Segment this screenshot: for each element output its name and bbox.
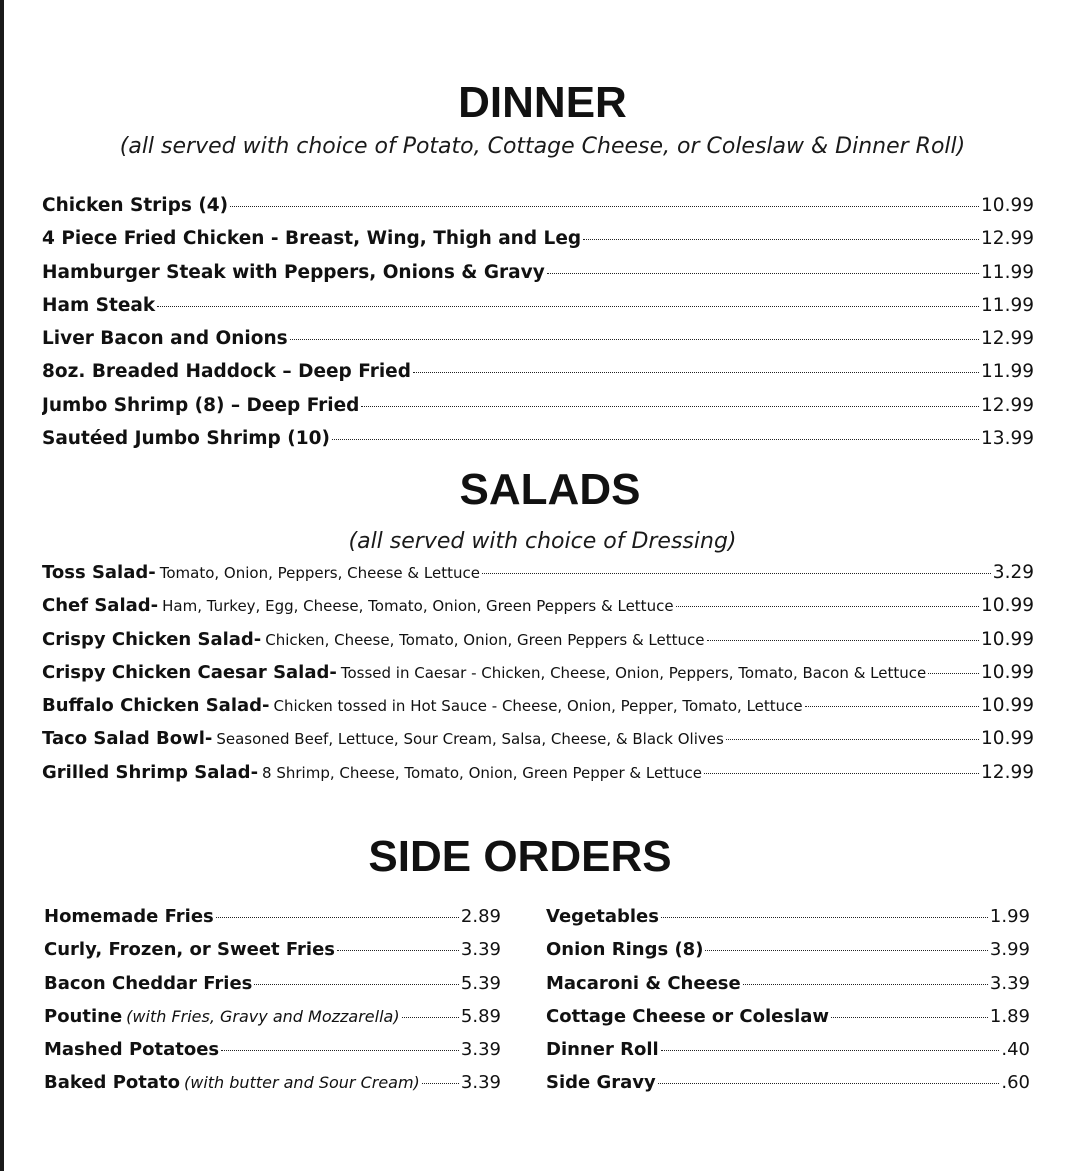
dot-leader [482, 573, 991, 574]
item-name: Onion Rings (8) [546, 939, 704, 961]
salads-item-list [42, 562, 1034, 795]
salad-item-row [42, 562, 1034, 595]
side-orders-left-list [44, 906, 501, 1106]
salads-note: (all served with choice of Dressing) [348, 529, 737, 554]
dot-leader [705, 950, 988, 951]
dot-leader [221, 1050, 459, 1051]
item-description: Tomato, Onion, Peppers, Cheese & Lettuce [159, 564, 480, 582]
item-name: Bacon Cheddar Fries [44, 972, 253, 994]
item-price: 13.99 [981, 428, 1034, 450]
item-price: 12.99 [981, 394, 1034, 416]
item-name: Crispy Chicken Caesar Salad- [42, 661, 337, 683]
salad-item-row [42, 695, 1034, 728]
item-name: Liver Bacon and Onions [42, 328, 288, 350]
dinner-item-row [42, 195, 1034, 228]
item-price: 3.29 [992, 562, 1034, 583]
item-price: 1.99 [989, 906, 1030, 927]
item-name: Chicken Strips (4) [42, 195, 229, 216]
item-price: 3.99 [989, 939, 1030, 961]
dot-leader [676, 606, 979, 607]
item-name: Grilled Shrimp Salad- [42, 761, 259, 783]
item-price: 10.99 [981, 695, 1034, 717]
item-price: 10.99 [981, 195, 1034, 216]
dot-leader [583, 239, 979, 240]
item-price: 11.99 [981, 261, 1034, 283]
item-price: 3.39 [989, 972, 1030, 994]
dot-leader [661, 917, 988, 918]
side-order-row [44, 1006, 501, 1039]
item-name: Taco Salad Bowl- [42, 728, 213, 750]
item-name: Buffalo Chicken Salad- [42, 695, 270, 717]
side-orders-title: SIDE ORDERS [368, 832, 672, 881]
item-description: Tossed in Caesar - Chicken, Cheese, Onion, Peppers, Tomato, Bacon & Lettuce [340, 663, 927, 682]
item-description: Chicken, Cheese, Tomato, Onion, Green Peppers & Lettuce [265, 630, 705, 649]
side-order-row [546, 1039, 1030, 1072]
item-description: Chicken tossed in Hot Sauce - Cheese, Onion, Pepper, Tomato, Lettuce [273, 697, 803, 716]
side-order-row [44, 906, 501, 939]
item-price: 12.99 [981, 761, 1034, 783]
item-name: Hamburger Steak with Peppers, Onions & Gravy [42, 261, 545, 283]
dinner-item-row [42, 228, 1034, 261]
dot-leader [658, 1083, 1000, 1084]
side-order-row [44, 973, 501, 1006]
dot-leader [547, 273, 979, 274]
item-name: Poutine [44, 1005, 123, 1027]
dot-leader [831, 1017, 988, 1018]
dot-leader [254, 984, 459, 985]
dinner-title: DINNER [458, 78, 627, 127]
item-name: Toss Salad- [42, 562, 156, 583]
dot-leader [413, 372, 979, 373]
dot-leader [726, 739, 979, 740]
dot-leader [402, 1017, 459, 1018]
item-price: 3.39 [460, 1072, 501, 1094]
side-order-row [546, 1006, 1030, 1039]
dinner-item-row [42, 262, 1034, 295]
item-price: 1.89 [989, 1005, 1030, 1027]
dinner-note: (all served with choice of Potato, Cottage Cheese, or Coleslaw & Dinner Roll) [119, 134, 966, 159]
item-price: 10.99 [981, 661, 1034, 683]
item-name: Curly, Frozen, or Sweet Fries [44, 939, 336, 961]
item-price: 3.39 [460, 1039, 501, 1061]
item-price: 5.89 [460, 1005, 501, 1027]
item-name: Side Gravy [546, 1072, 656, 1094]
item-price: 2.89 [460, 906, 501, 927]
item-name: Homemade Fries [44, 906, 214, 927]
dot-leader [230, 206, 979, 207]
item-description: Ham, Turkey, Egg, Cheese, Tomato, Onion, Green Peppers & Lettuce [162, 597, 674, 616]
item-price: 10.99 [981, 595, 1034, 617]
salad-item-row [42, 629, 1034, 662]
salads-title: SALADS [459, 465, 641, 514]
item-description: 8 Shrimp, Cheese, Tomato, Onion, Green Pepper & Lettuce [262, 763, 702, 782]
dot-leader [332, 439, 979, 440]
dot-leader [661, 1050, 1000, 1051]
item-name: Macaroni & Cheese [546, 972, 741, 994]
item-name: Baked Potato [44, 1072, 180, 1094]
item-name: Crispy Chicken Salad- [42, 628, 262, 650]
item-note: (with butter and Sour Cream) [184, 1073, 420, 1093]
item-name: Sautéed Jumbo Shrimp (10) [42, 428, 330, 450]
item-name: Ham Steak [42, 294, 156, 316]
side-order-row [44, 1039, 501, 1072]
item-note: (with Fries, Gravy and Mozzarella) [126, 1006, 400, 1026]
item-price: .40 [1001, 1039, 1030, 1061]
dinner-item-row [42, 361, 1034, 394]
item-name: Vegetables [546, 906, 659, 927]
dinner-item-row [42, 328, 1034, 361]
dot-leader [157, 306, 979, 307]
dinner-item-row [42, 428, 1034, 461]
dinner-item-row [42, 395, 1034, 428]
side-order-row [44, 1072, 501, 1105]
salad-item-row [42, 595, 1034, 628]
item-name: Jumbo Shrimp (8) – Deep Fried [42, 394, 360, 416]
item-price: 3.39 [460, 939, 501, 961]
item-price: 10.99 [981, 628, 1034, 650]
dot-leader [928, 673, 979, 674]
side-orders-right-list [546, 906, 1030, 1106]
item-name: Cottage Cheese or Coleslaw [546, 1005, 830, 1027]
item-name: Chef Salad- [42, 595, 159, 617]
side-order-row [546, 973, 1030, 1006]
salad-item-row [42, 662, 1034, 695]
item-name: 4 Piece Fried Chicken - Breast, Wing, Thigh and Leg [42, 228, 582, 250]
item-price: 11.99 [981, 361, 1034, 383]
item-price: 12.99 [981, 228, 1034, 250]
item-price: 12.99 [981, 328, 1034, 350]
salad-item-row [42, 728, 1034, 761]
dot-leader [216, 917, 459, 918]
item-price: 5.39 [460, 972, 501, 994]
dot-leader [290, 339, 979, 340]
side-order-row [546, 1072, 1030, 1105]
dinner-item-list [42, 195, 1034, 461]
dot-leader [361, 406, 979, 407]
dot-leader [704, 773, 979, 774]
dinner-item-row [42, 295, 1034, 328]
side-order-row [546, 906, 1030, 939]
dot-leader [337, 950, 459, 951]
item-price: .60 [1001, 1072, 1030, 1094]
salad-item-row [42, 762, 1034, 795]
dot-leader [743, 984, 988, 985]
item-price: 11.99 [981, 294, 1034, 316]
item-price: 10.99 [981, 728, 1034, 750]
item-description: Seasoned Beef, Lettuce, Sour Cream, Salsa, Cheese, & Black Olives [216, 730, 724, 749]
side-order-row [44, 939, 501, 972]
dot-leader [422, 1083, 459, 1084]
item-name: Mashed Potatoes [44, 1039, 220, 1061]
dot-leader [805, 706, 979, 707]
dot-leader [707, 640, 980, 641]
item-name: Dinner Roll [546, 1039, 659, 1061]
item-name: 8oz. Breaded Haddock – Deep Fried [42, 361, 411, 383]
page-left-edge [0, 0, 4, 1171]
side-order-row [546, 939, 1030, 972]
